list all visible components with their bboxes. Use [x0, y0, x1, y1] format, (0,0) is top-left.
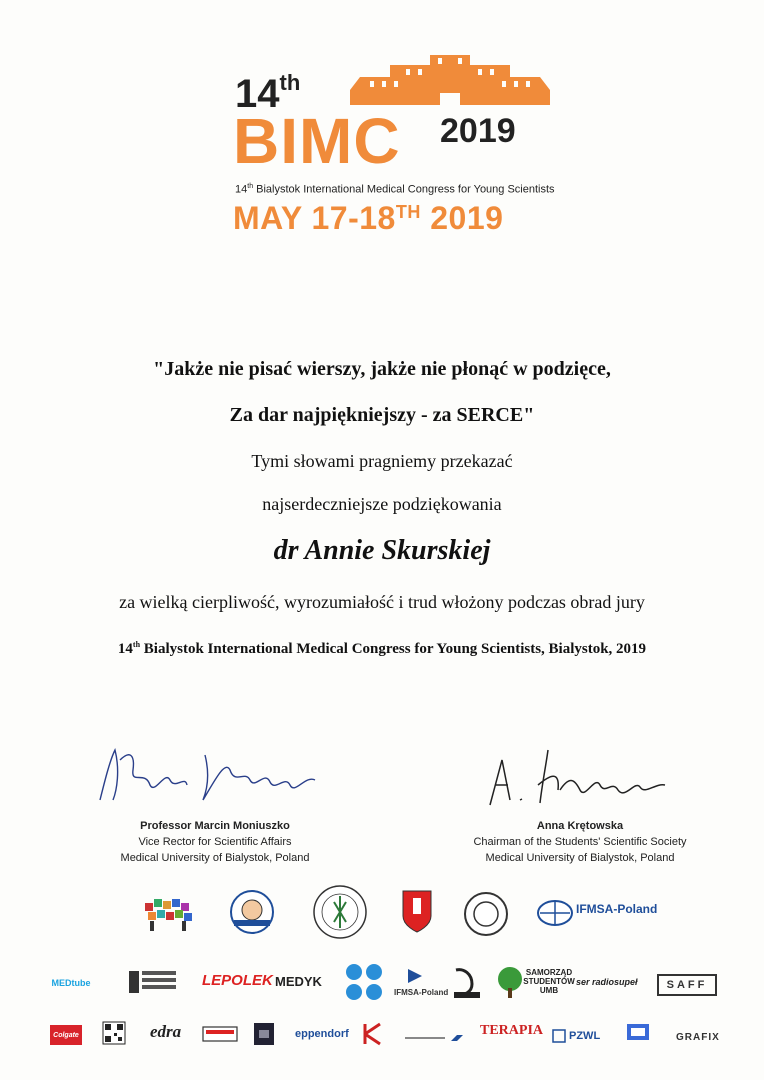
university-seal-icon [310, 882, 370, 947]
signatory-left-name: Professor Marcin Moniuszko [140, 820, 290, 832]
lodz-bimc-badge-icon [462, 890, 510, 938]
ifmsa-small-logo: IFMSA-Poland [394, 988, 449, 997]
red-k-logo-icon [362, 1022, 386, 1048]
small-text-logo-icon [405, 1033, 465, 1043]
signatory-right-role: Chairman of the Students' Scientific Society [473, 836, 687, 848]
nursing-society-logo-icon [222, 890, 282, 940]
saff-logo: SAFF [657, 974, 717, 996]
student-union-logo: SAMORZĄD STUDENTÓW UMB [523, 968, 575, 995]
thanks-line-2: najserdeczniejsze podziękowania [262, 494, 502, 514]
quote-line-2: Za dar najpiękniejszy - za SERCE" [229, 404, 535, 426]
thanks-reason: za wielką cierpliwość, wyrozumiałość i trud włożony podczas obrad jury [119, 592, 645, 612]
pzwl-logo: PZWL [569, 1030, 601, 1042]
signatory-right-name: Anna Krętowska [536, 820, 624, 832]
medyk-logo: MEDYK [275, 974, 322, 989]
signatory-left-role: Vice Rector for Scientific Affairs [138, 836, 292, 848]
pies-bialystok-logo-icon [450, 966, 484, 1000]
signatory-left-org: Medical University of Bialystok, Poland [120, 852, 310, 864]
signature-left [95, 740, 325, 810]
congress-line: 14th Bialystok International Medical Congress for Young Scientists, Bialystok, 2019 [117, 640, 647, 657]
qr-code-icon [102, 1021, 126, 1047]
bison-logo-icon [140, 893, 200, 933]
certificate-header [0, 0, 764, 260]
edra-logo: edra [150, 1022, 182, 1041]
radiosupel-logo: ser radiosupeł [576, 977, 638, 987]
ssd-molecule-logo-icon [340, 962, 388, 1002]
congress-acronym: BIMC [233, 105, 401, 177]
dark-square-logo-icon [253, 1022, 275, 1046]
ifmsa-small-icon [405, 966, 425, 986]
tree-logo-icon [495, 966, 525, 1000]
signatory-left [70, 818, 360, 866]
congress-subtitle: 14th Bialystok International Medical Congress for Young Scientists [235, 183, 555, 196]
terapia-logo: TERAPIA [480, 1023, 544, 1038]
canon-box-logo-icon [202, 1026, 238, 1042]
signatory-right [430, 818, 730, 866]
medtube-logo: MEDtube [51, 978, 91, 988]
edition-number: 14th [235, 70, 301, 116]
recipient-name: dr Annie Skurskiej [273, 535, 491, 566]
quote-line-1: "Jakże nie pisać wierszy, jakże nie płonąć w podzięce, [153, 358, 611, 380]
signatory-right-org: Medical University of Bialystok, Poland [485, 852, 675, 864]
colgate-logo: Colgate [50, 1025, 82, 1045]
pzwl-icon [552, 1029, 566, 1043]
signature-right [480, 745, 680, 810]
congress-year: 2019 [440, 112, 516, 150]
lepolek-logo: LEPOLEK [202, 972, 273, 989]
city-coat-of-arms-icon [400, 888, 434, 936]
thanks-line-1: Tymi słowami pragniemy przekazać [251, 451, 513, 471]
blue-book-logo-icon [625, 1022, 651, 1046]
ifmsa-globe-icon [535, 898, 575, 928]
grafix-logo: GRAFIX [676, 1032, 720, 1043]
eppendorf-logo: eppendorf [295, 1028, 349, 1040]
doctoral-union-logo-icon [128, 968, 178, 996]
ifmsa-logo: IFMSA-Poland [576, 902, 658, 916]
congress-dates: MAY 17-18TH 2019 [233, 200, 504, 236]
